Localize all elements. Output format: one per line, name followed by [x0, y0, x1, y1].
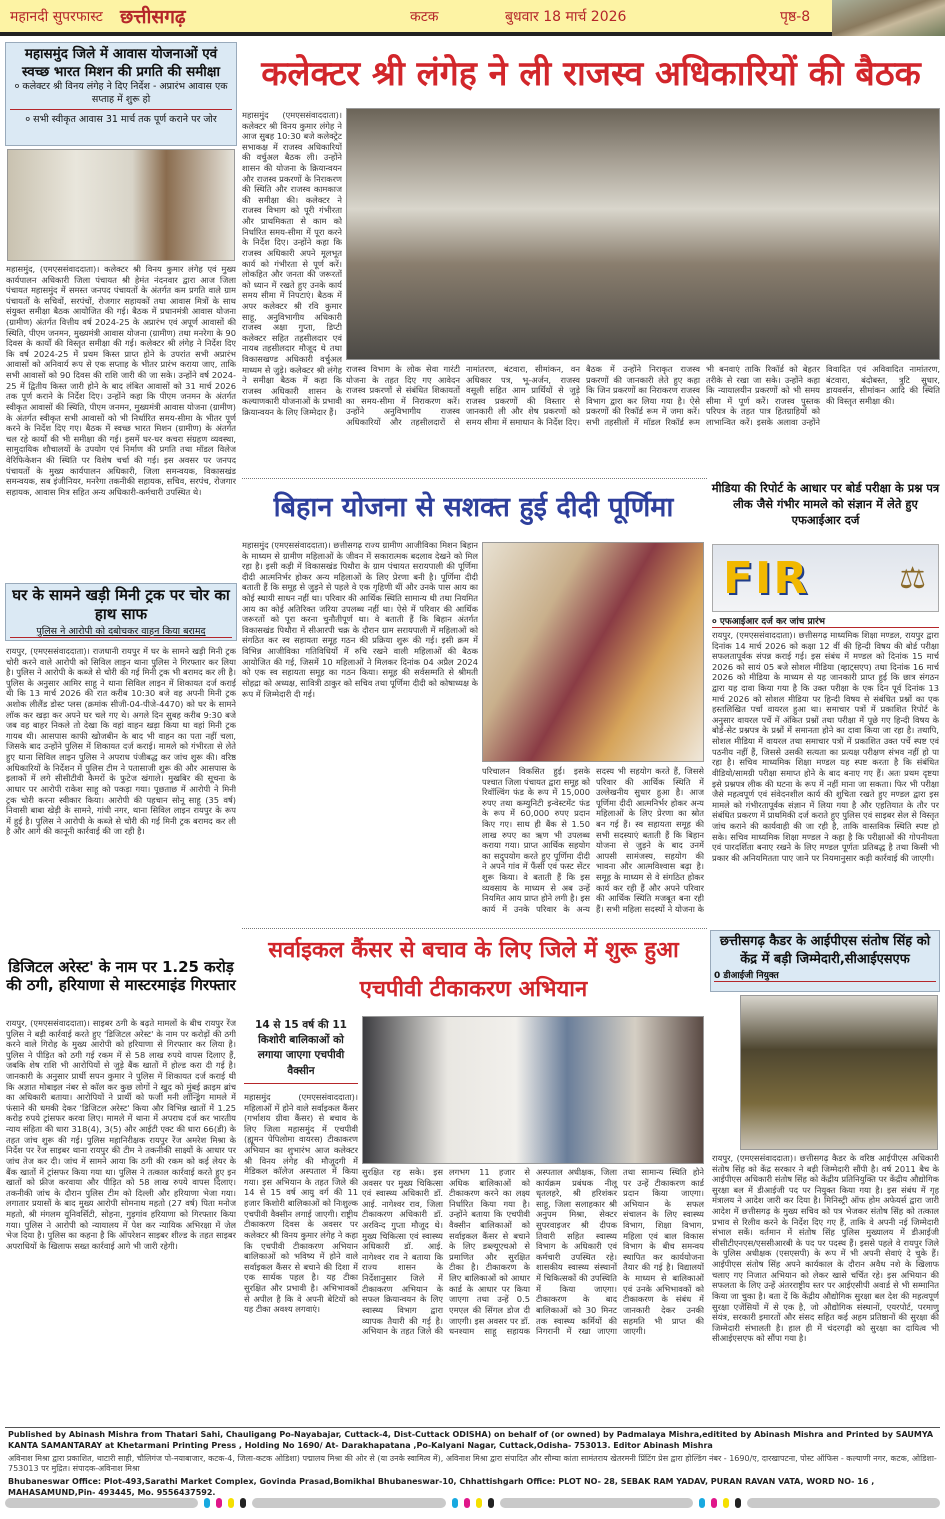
- ips-subhead: 0 डीआईजी नियुक्त: [714, 968, 936, 982]
- masthead: [0, 0, 945, 36]
- top-story-body-continued: राजस्व विभाग के लोक सेवा गारंटी योजना के तहत दिए गए आवेदन राजस्व प्रकरणों से संबंधित शिकायतों का समय-सीमा में निराकरण करें। उन्होंने अनुविभागीय राजस्व अधिकारियों और तहसीलदारों से नामांतरण, बंटवारा, सीमांकन, वन अधिकार पत्र, भू-अर्जन, राजस्व वसूली सहित आम प्रार्थियों से जुड़े राजस्व प्रकरणों की विस्तार से जानकारी ली और शेष प्रकरणों को समय सीमा में समाधान के निर्देश दिए। बैठक में उन्होंने निराकृत राजस्व प्रकरणों की जानकारी लेते हुए कहा कि जिन प्रकरणों का निराकरण राजस्व विभाग द्वारा कर लिया गया है। ऐसे प्रकरणों की रिकॉर्ड रूम में जमा करें। सभी तहसीलों में मॉडल रिकॉर्ड रूम भी बनवाएं ताकि रिकॉर्ड को बेहतर तरीके से रखा जा सके। उन्होंने कहा कि न्यायालयीन प्रकरणों को भी समय सीमा में पूर्ण करें। राजस्व पुस्तक परिपत्र के तहत पात्र हितग्राहियों को लाभान्वित करें। इसके अलावा उन्होंने विवादित एवं अविवादित नामांतरण, बंटवारा, बंदोबस्त, त्रुटि सुधार, डायवर्सन, सीमांकन आदि की स्थिति की विस्तृत समीक्षा की।: [346, 364, 940, 428]
- meeting-photo: [346, 108, 940, 360]
- vaccination-photo: [362, 1016, 704, 1164]
- section-name: छत्तीसगढ़: [120, 6, 186, 28]
- story1-headline-box: [5, 42, 237, 146]
- story2-subhead: पुलिस ने आरोपी को दबोचकर वाहन किया बरामद: [10, 624, 232, 638]
- story1-subhead: ० सभी स्वीकृत आवास 31 मार्च तक पूर्ण कराने पर जोर: [25, 113, 217, 125]
- story2-body: रायपुर, (एमएससंवाददाता)। राजधानी रायपुर में घर के सामने खड़ी मिनी ट्रक चोरी करने वाले आरोपी को सिविल लाइन थाना पुलिस ने गिरफ्तार कर लिया है। पुलिस ने आरोपी के कब्जे से चोरी की गई मिनी ट्रक भी बरामद कर ली है। पुलिस के अनुसार आमिर साहू ने थाना सिविल लाइन में शिकायत दर्ज कराई थी कि 13 मार्च 2026 की रात करीब 10:30 बजे वह अपनी मिनी ट्रक अशोक लीलैंड डोस्ट प्लस (क्रमांक सीजी-04-पीजे-4470) को घर के सामने लॉक कर खड़ा कर अपने घर चले गए थे। अगले दिन सुबह करीब 9:30 बजे जब वह बाहर निकले तो देखा कि वहां वाहन खड़ा किया था वहां मिनी ट्रक गायब थी। आसपास काफी खोजबीन के बाद भी वाहन का पता नहीं चला, जिसके बाद उन्होंने पुलिस में शिकायत दर्ज कराई। मामले को गंभीरता से लेते हुए थाना सिविल लाइन पुलिस ने अपराध पंजीबद्ध कर जांच शुरू की। वरिष्ठ अधिकारियों के निर्देशन में पुलिस टीम ने पतासाजी शुरू की और आसपास के इलाकों में लगे सीसीटीवी कैमरों के फुटेज खंगाले। मुखबिर की सूचना के आधार पर आरोपी राकेश साहू को पकड़ा गया। पूछताछ में आरोपी ने मिनी ट्रक चोरी करना स्वीकार किया। आरोपी की पहचान सोनू साहू (35 वर्ष) निवासी बाबा खेड़ी के सामने, गांधी नगर, थाना सिविल लाइन रायपुर के रूप में हुई है। पुलिस ने आरोपी के कब्जे से चोरी की गई मिनी ट्रक बरामद कर ली है और आगे की कानूनी कार्रवाई की जा रही है।: [6, 646, 236, 837]
- page-number: पृष्ठ-8: [780, 9, 811, 25]
- fir-logo-image: [712, 544, 939, 612]
- divider: [242, 928, 707, 929]
- fir-headline: मीडिया की रिपोर्ट के आधार पर बोर्ड परीक्षा के प्रश्न पत्र लीक जैसे गंभीर मामले को संज्ञान में लेते हुए एफआईआर दर्ज: [711, 481, 940, 528]
- paper-name: महानदी सुपरफास्ट: [10, 9, 103, 25]
- edition-city: कटक: [410, 9, 439, 25]
- cervical-body-continued: सुरक्षित रह सके। इस अवसर पर मुख्य चिकित्सा एवं स्वास्थ्य अधिकारी डॉ. आई. नागेश्वर राव, जिला टीकाकरण अधिकारी डॉ. अरविन्द गुप्ता मौजूद थे। मुख्य चिकित्सा एवं स्वास्थ्य अधिकारी डॉ. आई. नागेश्वर राव ने बताया कि राज्य शासन के निर्देशानुसार जिले में टीकाकरण अभियान के सफल क्रियान्वयन के लिए स्वास्थ्य विभाग द्वारा व्यापक तैयारी की गई है। अभियान के तहत जिले की लगभग 11 हजार से अधिक बालिकाओं को टीकाकरण करने का लक्ष्य निर्धारित किया गया है। उन्होंने बताया कि एचपीवी वैक्सीन बालिकाओं को सर्वाइकल कैंसर से बचाने के लिए डब्ल्यूएचओ से प्रमाणित और सुरक्षित टीका है। टीकाकरण के लिए बालिकाओं को आधार कार्ड के आधार पर किया जाएगा तथा उन्हें 0.5 एमएल की सिंगल डोज दी जाएगी। इस अवसर पर डॉ. धनश्याम साहू सहायक अस्पताल अधीक्षक, जिला कार्यक्रम प्रबंधक नीलू धृतलहरे, श्री हरिशंकर साहू, जिला सलाहकार श्री अनुपम मिश्रा, सेक्टर सुपरवाइजर श्री दीपक तिवारी सहित स्वास्थ्य विभाग के अधिकारी एवं कर्मचारी उपस्थित रहे। शासकीय स्वास्थ्य संस्थानों में चिकित्सकों की उपस्थिति में किया जाएगा। टीकाकरण के बाद बालिकाओं को 30 मिनट तक स्वास्थ्य कर्मियों की निगरानी में रखा जाएगा तथा सामान्य स्थिति होने पर उन्हें टीकाकरण कार्ड प्रदान किया जाएगा। अभियान के सफल संचालन के लिए स्वास्थ्य विभाग, शिक्षा विभाग, महिला एवं बाल विकास विभाग के बीच समन्वय स्थापित कर कार्ययोजना तैयार की गई है। विद्यालयों के माध्यम से बालिकाओं एवं उनके अभिभावकों को टीकाकरण के संबंध में जानकारी देकर उनकी सहमति भी प्राप्त की जाएगी।: [362, 1167, 704, 1337]
- story1-headline: महासमुंद जिले में आवास योजनाओं एवं स्वच्छ भारत मिशन की प्रगति की समीक्षा: [22, 46, 220, 80]
- ips-headline-box: [710, 930, 940, 992]
- story3-body: रायपुर, (एमएससंवाददाता)। साइबर ठगी के बढ़ते मामलों के बीच रायपुर रेंज पुलिस ने बड़ी कार्रवाई करते हुए 'डिजिटल अरेस्ट' के नाम पर करोड़ों की ठगी करने वाले गिरोह के मुख्य आरोपी को हरियाणा से गिरफ्तार कर लिया है। पुलिस ने पीड़ित को ठगी गई रकम में से 58 लाख रुपये वापस दिलाए हैं, जबकि शेष राशि भी आरोपियों से जुड़े बैंक खातों में होल्ड करा दी गई है। जानकारी के अनुसार प्रार्थी सपन कुमार ने पुलिस में शिकायत दर्ज कराई थी कि अज्ञात मोबाइल नंबर से कॉल कर कुछ लोगों ने खुद को मुंबई क्राइम ब्रांच का अधिकारी बताया। आरोपियों ने प्रार्थी को फर्जी मनी लॉन्ड्रिंग मामले में फंसाने की धमकी देकर 'डिजिटल अरेस्ट' किया और विभिन्न खातों में 1.25 करोड़ रुपये ट्रांसफर करवा लिए। मामले में थाना में अपराध दर्ज कर भारतीय न्याय संहिता की धारा 318(4), 3(5) और आईटी एक्ट की धारा 66(डी) के तहत जांच शुरू की गई। पुलिस महानिरीक्षक रायपुर रेंज अमरेश मिश्रा के निर्देश पर रेंज साइबर थाना रायपुर की टीम ने तकनीकी साक्ष्यों के आधार पर जांच तेज कर दी। जांच में सामने आया कि ठगी की रकम को कई लेयर के बैंक खातों में ट्रांसफर किया गया था। पुलिस ने तत्काल कार्रवाई करते हुए इन खातों को फ्रीज करवाया और पीड़ित को 58 लाख रुपये वापस दिलाए। तकनीकी जांच के दौरान पुलिस टीम को दिल्ली और हरियाणा भेजा गया। लगातार प्रयासों के बाद मुख्य आरोपी सोमनाथ महतो (27 वर्ष) पिता मनोज महतो, श्री मंगलम यूनिवर्सिटी, सोहना, गुड़गांव हरियाणा को गिरफ्तार किया गया। पुलिस ने आरोपी को न्यायालय में पेश कर न्यायिक अभिरक्षा में जेल भेज दिया है। पुलिस का कहना है कि ऑपरेशन साइबर शील्ड के तहत साइबर अपराधियों के खिलाफ सख्त कार्रवाई आगे भी जारी रहेगी।: [6, 1018, 236, 1251]
- temple-image: [832, 0, 945, 36]
- fir-subhead: ० एफआईआर दर्ज कर जांच प्रारंभ: [712, 614, 939, 628]
- scales-of-justice-icon: ⚖: [899, 560, 926, 596]
- ips-officer-photo: [740, 995, 938, 1150]
- story1-subhead: ० कलेक्टर श्री विनय लंगेह ने दिए निर्देश - अप्रारंभ आवास एक सप्ताह में शुरू हो: [10, 81, 232, 110]
- top-story-body: महासमुंद (एमएससंवाददाता)। कलेक्टर श्री विनय कुमार लंगेह ने आज सुबह 10:30 बजे कलेक्ट्रेट सभाकक्ष में राजस्व अधिकारियों की वर्चुअल बैठक ली। उन्होंने शासन की योजना के क्रियान्वयन और राजस्व प्रकरणों के निराकरण की स्थिति और राजस्व कामकाज की समीक्षा की। कलेक्टर ने राजस्व विभाग को पूरी गंभीरता और प्राथमिकता से काम को निर्धारित समय-सीमा में पूरा करने के निर्देश दिए। उन्होंने कहा कि राजस्व अधिकारी अपने मूलभूत कार्य को गंभीरता से पूर्ण करें। लोकहित और जनता की जरूरतों को ध्यान में रखते हुए उनके कार्य समय सीमा में निपटाएं। बैठक में अपर कलेक्टर श्री रवि कुमार साहू, अनुविभागीय अधिकारी राजस्व अक्षा गुप्ता, डिप्टी कलेक्टर सहित तहसीलदार एवं नायब तहसीलदार मौजूद थे तथा विकासखण्ड अधिकारी वर्चुअल माध्यम से जुड़े। कलेक्टर श्री लंगेह ने समीक्षा बैठक में कहा कि राजस्व अधिकारी शासन के कल्याणकारी योजनाओं के प्रभावी क्रियान्वयन के लिए जिम्मेदार हैं।: [242, 110, 342, 418]
- bihan-photo: [482, 542, 704, 762]
- top-story-headline: कलेक्टर श्री लंगेह ने ली राजस्व अधिकारियों की बैठक: [261, 54, 921, 94]
- fir-body: रायपुर, (एमएससंवाददाता)। छत्तीसगढ़ माध्यमिक शिक्षा मण्डल, रायपुर द्वारा दिनांक 14 मार्च 2026 को कक्षा 12 वीं की हिन्दी विषय की बोर्ड परीक्षा सफलतापूर्वक संपन्न कराई गई। इस संबंध में मण्डल को दिनांक 15 मार्च 2026 को सायं 05 बजे सोशल मीडिया (व्हाट्सएप) तथा दिनांक 16 मार्च 2026 को मीडिया के माध्यम से यह जानकारी प्राप्त हुई कि छात्र संगठन द्वारा यह दावा किया गया है कि उक्त परीक्षा के एक दिन पूर्व दिनांक 13 मार्च 2026 को सोशल मीडिया पर हिन्दी विषय से संबंधित प्रश्नों का एक हस्तलिखित पर्चा वायरल हुआ था। समाचार पत्रों में प्रकाशित रिपोर्ट के अनुसार वायरल पर्चे में अंकित प्रश्नों तथा परीक्षा में पूछे गए हिन्दी विषय के बोर्ड-सेट प्रश्नपत्र के प्रश्नों में समानता होने का दावा किया जा रहा है। तथापि, सोशल मीडिया में वायरल तथा समाचार पत्रों में प्रकाशित उक्त पर्चे स्पष्ट एवं पठनीय नहीं हैं, जिससे उसकी सत्यता का प्रत्यक्ष परीक्षण संभव नहीं हो पा रहा है। सचिव माध्यमिक शिक्षा मण्डल यह स्पष्ट करता है कि संबंधित वीडियो/सामग्री परीक्षा समाप्त होने के बाद बनाए गए हैं। अतः प्रथम दृष्टया इसे प्रश्नपत्र लीक की घटना के रूप में नहीं माना जा सकता। फिर भी परीक्षा जैसे महत्वपूर्ण एवं संवेदनशील कार्य की शुचिता रखते हुए मण्डल द्वारा इस मामले को गंभीरतापूर्वक संज्ञान में लिया गया है और एहतियात के तौर पर संबंधित प्रकरण में प्राथमिकी दर्ज कराते हुए पुलिस एवं साइबर सेल से विस्तृत जांच कराने की कार्यवाही की जा रही है, ताकि वास्तविक स्थिति स्पष्ट हो सके। सचिव माध्यमिक शिक्षा मण्डल ने कहा है कि परीक्षाओं की गोपनीयता एवं पारदर्शिता बनाए रखने के लिए मण्डल पूर्णतः प्रतिबद्ध है तथा किसी भी प्रकार की अनियमितता पाए जाने पर नियमानुसार कड़ी कार्रवाई की जाएगी।: [712, 630, 939, 863]
- imprint-english: Published by Abinash Mishra from Thatari Sahi, Chauligang Po-Nayabajar, Cuttack-4, Dist-Cuttack ODISHA) on behalf of (or owned) by Padmalaya Mishra,editited by Abinash Mishra and Printed by SAUMYA KANTA SAMANTARAY at Khetarmani Printing Press , Holding No 1690/ At- Darakhapatana ,Po-Kalyani Nagar, Cuttack,Odisha- 753013. Editor Abinash Mishra: [8, 1430, 934, 1450]
- story2-headline-box: [5, 583, 237, 641]
- registration-marks: [5, 1497, 940, 1509]
- divider: [242, 478, 707, 479]
- footer-divider: [5, 1427, 940, 1428]
- bihan-headline: बिहान योजना से सशक्त हुई दीदी पूर्णिमा: [273, 492, 674, 523]
- cervical-headline: सर्वाइकल कैंसर से बचाव के लिए जिले में शुरू हुआ एचपीवी टीकाकरण अभियान: [268, 938, 679, 1002]
- imprint: [8, 1430, 938, 1499]
- bihan-body-continued: परिचालन विकसित हुई। इसके पश्चात जिला पंचायत द्वारा समूह को रिवॉल्विंग फंड के रूप में 15,000 रुपए तथा कम्युनिटी इन्वेस्टमेंट फंड के रूप में 60,000 रुपए प्रदान किए गए। साथ ही बैंक से 1.50 लाख रुपए का ऋण भी उपलब्ध कराया गया। प्राप्त आर्थिक सहयोग का सदुपयोग करते हुए पूर्णिमा दीदी ने अपने गांव में फैंसी एवं फस्ट सेंटर शुरू किया। वे बताती हैं कि इस व्यवसाय के माध्यम से अब उन्हें नियमित आय प्राप्त होने लगी है। इस कार्य में उनके परिवार के अन्य सदस्य भी सहयोग करते हैं, जिससे परिवार की आर्थिक स्थिति में उल्लेखनीय सुधार हुआ है। आज पूर्णिमा दीदी आत्मनिर्भर होकर अन्य महिलाओं के लिए प्रेरणा का स्रोत बन गई हैं। स्व सहायता समूह की सभी सदस्याएं बताती हैं कि बिहान योजना से जुड़ने के बाद उनमें आपसी सामंजस्य, सहयोग की भावना और आत्मविश्वास बढ़ा है। समूह के माध्यम से वे संगठित होकर कार्य कर रही हैं और अपने परिवार की आर्थिक स्थिति मजबूत बना रही हैं। सभी महिला सदस्यों ने योजना के: [482, 766, 704, 914]
- imprint-hindi: अविनाश मिश्रा द्वारा प्रकाशित, थाटारी साही, चौलिगंज पो-नयाबाजार, कटक-4, जिला-कटक ओडिशा) पद्मालय मिश्रा की ओर से (या उनके स्वामित्व में), अविनाश मिश्रा द्वारा संपादित और सौम्या कांता सामंतराय खेतरमनी प्रिंटिंग प्रेस द्वारा होल्डिंग नंबर - 1690/ए, दारखापटना, पोस्ट ऑफिस - कल्याणी नगर, कटक, ओडिशा- 753013 पर मुद्रित। संपादक-अविनाश मिश्रा: [8, 1453, 937, 1474]
- bihan-body: महासमुंद (एमएससंवाददाता)। छत्तीसगढ़ राज्य ग्रामीण आजीविका मिशन बिहान के माध्यम से ग्रामीण महिलाओं के जीवन में सकारात्मक बदलाव देखने को मिल रहा है। इसी कड़ी में विकासखंड पिथौरा के ग्राम पंचायत सरायपाली की पूर्णिमा दीदी आत्मनिर्भर होकर अन्य महिलाओं के लिए प्रेरणा बनी है। पूर्णिमा दीदी बताती हैं कि समूह से जुड़ने से पहले वे एक गृहिणी थीं और उनके पास आय का कोई स्थायी साधन नहीं था। परिवार की आर्थिक स्थिति सामान्य थी तथा नियमित आय का कोई अतिरिक्त जरिया उपलब्ध नहीं था। ऐसे में परिवार की आर्थिक जरूरतों को पूरा करना चुनौतीपूर्ण था। वे बताती हैं कि बिहान अंतर्गत विकासखंड पिथौरा में सीआरपी चक्र के दौरान ग्राम सरायपाली में महिलाओं को संगठित कर स्व सहायता समूह गठन की प्रक्रिया शुरू की गई। इसी क्रम में विभिन्न आजीविका गतिविधियों में रुचि रखने वाली महिलाओं की बैठक आयोजित की गई, जिसमें 10 महिलाओं ने मिलकर दिनांक 04 अप्रैल 2024 को एक स्व सहायता समूह का गठन किया। समूह की सर्वसम्मति से श्रीमती सोहद्रा को अध्यक्ष, सावित्री ठाकुर को सचिव तथा पूर्णिमा दीदी को कोषाध्यक्ष के रूप में जिम्मेदारी दी गई।: [242, 540, 478, 699]
- ips-body: रायपुर, (एमएससंवाददाता)। छत्तीसगढ़ कैडर के वरिष्ठ आईपीएस अधिकारी संतोष सिंह को केंद्र सरकार ने बड़ी जिम्मेदारी सौंपी है। वर्ष 2011 बैच के आईपीएस अधिकारी संतोष सिंह को केंद्रीय प्रतिनियुक्ति पर केंद्रीय औद्योगिक सुरक्षा बल में डीआईजी पद पर नियुक्त किया गया है। इस संबंध में गृह मंत्रालय ने आदेश जारी कर दिया है। मिनिस्ट्री ऑफ होम अफेयर्स द्वारा जारी आदेश में छत्तीसगढ़ के मुख्य सचिव को पत्र भेजकर संतोष सिंह को तत्काल प्रभाव से रिलीव करने के निर्देश दिए गए हैं, ताकि वे अपनी नई जिम्मेदारी संभाल सकें। वर्तमान में संतोष सिंह पुलिस मुख्यालय में डीआईजी सीसीटीएनएस/एससीआरबी के पद पर पदस्थ हैं। इससे पहले वे रायपुर जिले के पुलिस अधीक्षक (एसएसपी) के रूप में भी अपनी सेवाएं दे चुके हैं। आईपीएस संतोष सिंह अपने कार्यकाल के दौरान अवैध नशे के खिलाफ चलाए गए निजात अभियान को लेकर खासे चर्चित रहे। इस अभियान की सफलता के लिए उन्हें अंतरराष्ट्रीय स्तर पर आईएसीपी अवार्ड से भी सम्मानित किया जा चुका है। बता दें कि केंद्रीय औद्योगिक सुरक्षा बल देश की महत्वपूर्ण सुरक्षा एजेंसियों में से एक है, जो औद्योगिक संस्थानों, एयरपोर्ट, परमाणु संयंत्र, सरकारी इमारतों और संसद सहित कई अहम प्रतिष्ठानों की सुरक्षा की जिम्मेदारी संभालती है। हाल ही में चंदरगढ़ी को सुरक्षा का दायित्व भी सीआईएसएफ को सौंपा गया है।: [712, 1153, 939, 1344]
- story1-photo: [7, 149, 235, 261]
- story1-body: महासमुंद, (एमएससंवाददाता)। कलेक्टर श्री विनय कुमार लंगेह एवं मुख्य कार्यपालन अधिकारी जिला पंचायत श्री हेमंत नंदनवार द्वारा आज जिला पंचायत महासमुंद में समस्त जनपद पंचायतों के अंतर्गत कम प्रगति वाले ग्राम पंचायतों के सचिवों, सरपंचों, रोजगार सहायकों तथा आवास मित्रों के साथ संयुक्त समीक्षा बैठक आयोजित की गई। बैठक में प्रधानमंत्री आवास योजना (ग्रामीण) अंतर्गत वित्तीय वर्ष 2024-25 के अप्रारंभ एवं अपूर्ण आवासों की स्थिति, पीएम जनमन, मुख्यमंत्री आवास योजना (ग्रामीण) तथा मनरेगा के 90 दिवस के कार्यों की विस्तृत समीक्षा की गई। कलेक्टर श्री लंगेह ने निर्देश दिए कि वर्ष 2024-25 में प्रथम किस्त प्राप्त होने के उपरांत सभी अप्रारंभ आवासों को अनिवार्य रूप से एक सप्ताह के भीतर प्रारंभ कराया जाए, ताकि सभी आवासों को 90 दिवस की राशि जारी की जा सके। उन्होंने वर्ष 2024-25 में द्वितीय किस्त जारी होने के बाद लंबित आवासों को 31 मार्च 2026 तक पूर्ण कराने के निर्देश दिए। उन्होंने कहा कि पीएम जनमन के अंतर्गत स्वीकृत आवासों की स्थिति, पीएम जनमन, मुख्यमंत्री आवास योजना (ग्रामीण) के अंतर्गत स्वीकृत सभी आवासों को भी निर्धारित समय-सीमा के भीतर पूर्ण करने के निर्देश दिए गए। बैठक में स्वच्छ भारत मिशन (ग्रामीण) के अंतर्गत चल रहे कार्यों की भी समीक्षा की गई। इसमें घर-घर कचरा संग्रहण व्यवस्था, सामुदायिक शौचालयों के उपयोग एवं निर्माण की प्रगति तथा मॉडल विलेज वेरिफिकेशन की स्थिति पर विशेष चर्चा की गई। इस अवसर पर जनपद पंचायतों के मुख्य कार्यपालन अधिकारी, जिला समन्वयक, विकासखंड समन्वयक, सब इंजीनियर, मनरेगा तकनीकी सहायक, सचिव, सरपंच, रोजगार सहायक, आवास मित्र सहित अन्य अधिकारी-कर्मचारी उपस्थित थे।: [6, 264, 236, 497]
- issue-date: बुधवार 18 मार्च 2026: [505, 9, 627, 25]
- cervical-side-headline: 14 से 15 वर्ष की 11 किशोरी बालिकाओं को लगाया जाएगा एचपीवी वैक्सीन: [244, 1018, 358, 1084]
- cervical-body: महासमुंद (एमएससंवाददाता)। महिलाओं में होने वाले सर्वाइकल कैंसर (गर्भाशय ग्रीवा कैंसर) से बचाव के लिए जिला महासमुंद में एचपीवी (ह्यूमन पेपिलोमा वायरस) टीकाकरण अभियान का शुभारंभ आज कलेक्टर श्री विनय लंगेह की मौजूदगी में मेडिकल कॉलेज अस्पताल में किया गया। इस अभियान के तहत जिले की 14 से 15 वर्ष आयु वर्ग की 11 हजार किशोरी बालिकाओं को निःशुल्क एचपीवी वैक्सीन लगाई जाएगी। राष्ट्रीय टीकाकरण दिवस के अवसर पर कलेक्टर श्री विनय कुमार लंगेह ने कहा कि एचपीवी टीकाकरण अभियान बालिकाओं को भविष्य में होने वाले सर्वाइकल कैंसर से बचाने की दिशा में एक सार्थक पहल है। यह टीका सुरक्षित और प्रभावी है। अभिभावकों से अपील है कि वे अपनी बेटियों को यह टीका अवश्य लगवाएं।: [244, 1092, 358, 1315]
- story2-headline: घर के सामने खड़ी मिनी ट्रक पर चोर का हाथ साफ: [12, 586, 230, 623]
- fir-logo-text: FIR: [723, 552, 810, 604]
- story3-headline: डिजिटल अरेस्ट' के नाम पर 1.25 करोड़ की ठगी, हरियाणा से मास्टरमाइंड गिरफ्तार: [6, 958, 236, 994]
- office-addresses: Bhubaneswar Office: Plot-493,Sarathi Market Complex, Govinda Prasad,Bomikhal Bhubaneswar-10, Chhattishgarh Office: PLOT NO- 28, SEBAK RAM YADAV, PURAN RAVAN VATA, WORD NO- 16 , MAHASAMUND,Pin- 493445, Mo. 9556437592.: [8, 1477, 875, 1497]
- ips-headline: छत्तीसगढ़ कैडर के आईपीएस संतोष सिंह को केंद्र में बड़ी जिम्मेदारी,सीआईएसएफ: [719, 934, 931, 967]
